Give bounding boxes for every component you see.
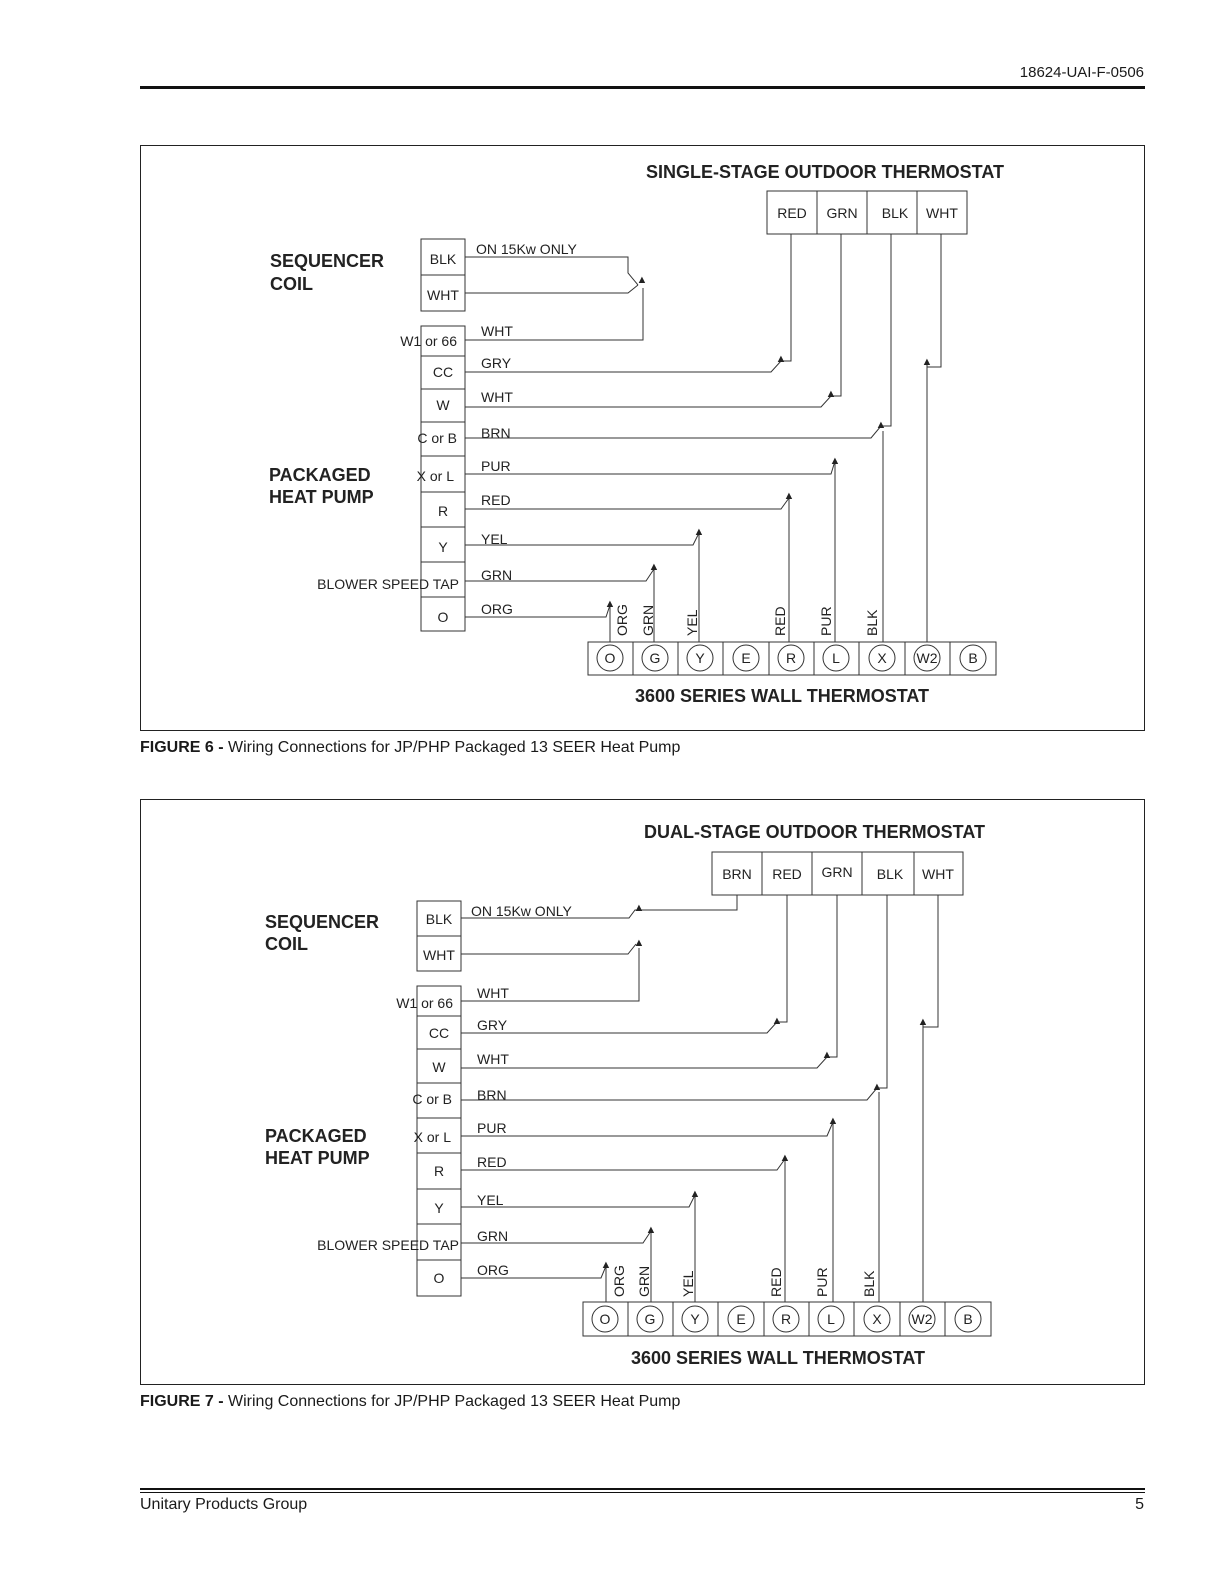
wire-color-label: WHT xyxy=(481,323,513,339)
svg-text:▲: ▲ xyxy=(779,1152,791,1164)
sequencer-terminal: BLK xyxy=(429,251,457,267)
wall-thermostat-title: 3600 SERIES WALL THERMOSTAT xyxy=(635,686,930,706)
hp-terminal: C or B xyxy=(417,430,457,446)
sequencer-terminal: WHT xyxy=(423,947,455,963)
heat-pump-title-line2: HEAT PUMP xyxy=(269,487,374,507)
figure-6-diagram xyxy=(141,146,1144,730)
hp-terminal: R xyxy=(433,1163,445,1179)
svg-text:▲: ▲ xyxy=(821,1049,833,1061)
svg-text:▲: ▲ xyxy=(783,490,795,502)
hp-terminal: W1 or 66 xyxy=(396,995,453,1011)
sequencer-title-line2: COIL xyxy=(265,934,308,954)
header-rule xyxy=(140,86,1145,89)
wall-terminal: L xyxy=(827,1311,835,1327)
caption-text: Wiring Connections for JP/PHP Packaged 13 SEER Heat Pump xyxy=(223,739,681,756)
hp-terminal: Y xyxy=(434,1200,444,1216)
wall-terminal: O xyxy=(599,1311,611,1327)
svg-text:▲: ▲ xyxy=(921,356,933,368)
caption-label: FIGURE 7 - xyxy=(140,1393,224,1410)
wire-color-label: GRY xyxy=(477,1017,508,1033)
wall-terminal: X xyxy=(877,650,887,666)
wall-terminal: E xyxy=(736,1311,746,1327)
figure-6-caption xyxy=(140,739,680,757)
wiring xyxy=(461,895,938,1302)
vertical-wire-label: RED xyxy=(768,1267,784,1297)
caption-label: FIGURE 6 - xyxy=(140,739,224,756)
figure-7-caption xyxy=(140,1393,680,1411)
footer-rule xyxy=(140,1488,1145,1490)
wall-terminal: L xyxy=(832,650,840,666)
wall-thermostat xyxy=(588,642,996,706)
wire-color-label: GRY xyxy=(481,355,512,371)
wire-color-label: YEL xyxy=(477,1192,504,1208)
packaged-heat-pump xyxy=(265,985,509,1296)
svg-text:▲: ▲ xyxy=(600,1259,612,1271)
footer-rule-thin xyxy=(140,1492,1145,1493)
wall-terminal: R xyxy=(780,1311,792,1327)
svg-text:▲: ▲ xyxy=(645,1224,657,1236)
hp-terminal: O xyxy=(433,1270,445,1286)
figure-7-diagram xyxy=(141,800,1144,1384)
hp-terminal: W xyxy=(436,397,450,413)
wall-terminal: Y xyxy=(695,650,705,666)
svg-text:▲: ▲ xyxy=(633,902,645,914)
vertical-wire-label: YEL xyxy=(684,609,700,636)
vertical-wire-label: YEL xyxy=(680,1270,696,1297)
wire-color-label: BRN xyxy=(481,425,511,441)
svg-text:▲: ▲ xyxy=(775,353,787,365)
wall-terminal: W2 xyxy=(911,1311,933,1327)
wire-color-label: PUR xyxy=(477,1120,507,1136)
wall-terminal: G xyxy=(649,650,661,666)
sequencer-terminal: BLK xyxy=(425,911,453,927)
heat-pump-title-line1: PACKAGED xyxy=(269,465,371,485)
outdoor-thermostat-title: DUAL-STAGE OUTDOOR THERMOSTAT xyxy=(644,822,985,842)
svg-text:▲: ▲ xyxy=(917,1016,929,1028)
hp-terminal: Y xyxy=(438,539,448,555)
wire-color-label: ORG xyxy=(477,1262,509,1278)
hp-terminal: X or L xyxy=(416,468,454,484)
vertical-wire-label: PUR xyxy=(814,1267,830,1297)
wire-color-label: WHT xyxy=(481,389,513,405)
wall-terminal: W2 xyxy=(916,650,938,666)
wall-terminal: B xyxy=(968,650,978,666)
outdoor-terminal: GRN xyxy=(826,205,858,221)
outdoor-terminal: WHT xyxy=(926,205,958,221)
on-15kw-label: ON 15Kw ONLY xyxy=(471,903,572,919)
wire-color-label: RED xyxy=(481,492,511,508)
wiring xyxy=(465,234,941,642)
svg-text:▲: ▲ xyxy=(689,1188,701,1200)
vertical-wire-label: BLK xyxy=(864,609,880,636)
vertical-wire-labels xyxy=(611,1265,877,1297)
wall-terminal: R xyxy=(785,650,797,666)
wall-terminal: B xyxy=(963,1311,973,1327)
svg-text:▲: ▲ xyxy=(648,561,660,573)
outdoor-thermostat-title: SINGLE-STAGE OUTDOOR THERMOSTAT xyxy=(646,162,1004,182)
packaged-heat-pump xyxy=(269,323,513,631)
vertical-wire-labels xyxy=(614,604,880,636)
heat-pump-title-line2: HEAT PUMP xyxy=(265,1148,370,1168)
page-number: 5 xyxy=(1135,1496,1144,1513)
sequencer-coil xyxy=(265,895,737,971)
vertical-wire-label: PUR xyxy=(818,606,834,636)
caption-text: Wiring Connections for JP/PHP Packaged 13 SEER Heat Pump xyxy=(223,1393,681,1410)
outdoor-terminal: BLK xyxy=(881,205,909,221)
vertical-wire-label: RED xyxy=(772,606,788,636)
outdoor-terminal: RED xyxy=(777,205,807,221)
vertical-wire-label: BLK xyxy=(861,1270,877,1297)
outdoor-terminal: GRN xyxy=(821,864,853,880)
sequencer-terminal: WHT xyxy=(427,287,459,303)
outdoor-terminal: RED xyxy=(772,866,802,882)
sequencer-title-line1: SEQUENCER xyxy=(270,251,385,271)
svg-text:▲: ▲ xyxy=(827,1115,839,1127)
vertical-wire-label: GRN xyxy=(640,604,656,636)
outdoor-terminal: WHT xyxy=(922,866,954,882)
hp-terminal: O xyxy=(437,609,449,625)
svg-text:▲: ▲ xyxy=(825,388,837,400)
hp-terminal: X or L xyxy=(413,1129,451,1145)
svg-text:▲: ▲ xyxy=(875,419,887,431)
wall-terminal: Y xyxy=(690,1311,700,1327)
wall-thermostat xyxy=(583,1302,991,1368)
wall-thermostat-title: 3600 SERIES WALL THERMOSTAT xyxy=(631,1348,926,1368)
sequencer-coil xyxy=(270,239,647,311)
figure-6-frame xyxy=(140,145,1145,731)
svg-text:▲: ▲ xyxy=(829,455,841,467)
outdoor-terminal: BLK xyxy=(876,866,904,882)
wire-color-label: WHT xyxy=(477,985,509,1001)
sequencer-title-line2: COIL xyxy=(270,274,313,294)
hp-terminal: C or B xyxy=(412,1091,452,1107)
wire-color-label: WHT xyxy=(477,1051,509,1067)
wall-terminal: G xyxy=(644,1311,656,1327)
wall-terminal: E xyxy=(741,650,751,666)
hp-terminal: W xyxy=(432,1059,446,1075)
svg-text:▲: ▲ xyxy=(871,1081,883,1093)
svg-text:▲: ▲ xyxy=(633,937,645,949)
hp-terminal: BLOWER SPEED TAP xyxy=(317,1237,459,1253)
on-15kw-label: ON 15Kw ONLY xyxy=(476,241,577,257)
outdoor-thermostat xyxy=(644,822,985,895)
vertical-wire-label: GRN xyxy=(636,1265,652,1297)
wire-color-label: YEL xyxy=(481,531,508,547)
outdoor-thermostat xyxy=(646,162,1004,234)
hp-terminal: W1 or 66 xyxy=(400,333,457,349)
outdoor-terminal: BRN xyxy=(722,866,752,882)
wire-color-label: BRN xyxy=(477,1087,507,1103)
vertical-wire-label: ORG xyxy=(611,1265,627,1297)
svg-text:▲: ▲ xyxy=(604,598,616,610)
figure-7-frame xyxy=(140,799,1145,1385)
sequencer-title-line1: SEQUENCER xyxy=(265,912,380,932)
footer-company: Unitary Products Group xyxy=(140,1496,308,1513)
svg-text:▲: ▲ xyxy=(771,1015,783,1027)
svg-text:▲: ▲ xyxy=(693,526,705,538)
wire-color-label: GRN xyxy=(477,1228,509,1244)
hp-terminal: R xyxy=(437,503,449,519)
svg-text:▲: ▲ xyxy=(636,274,648,286)
hp-terminal: CC xyxy=(428,1025,450,1041)
wall-terminal: X xyxy=(872,1311,882,1327)
wire-color-label: PUR xyxy=(481,458,511,474)
wire-color-label: ORG xyxy=(481,601,513,617)
hp-terminal: CC xyxy=(432,364,454,380)
hp-terminal: BLOWER SPEED TAP xyxy=(317,576,459,592)
document-number: 18624-UAI-F-0506 xyxy=(1019,64,1144,81)
vertical-wire-label: ORG xyxy=(614,604,630,636)
wall-terminal: O xyxy=(604,650,616,666)
heat-pump-title-line1: PACKAGED xyxy=(265,1126,367,1146)
wire-color-label: GRN xyxy=(481,567,513,583)
wire-color-label: RED xyxy=(477,1154,507,1170)
